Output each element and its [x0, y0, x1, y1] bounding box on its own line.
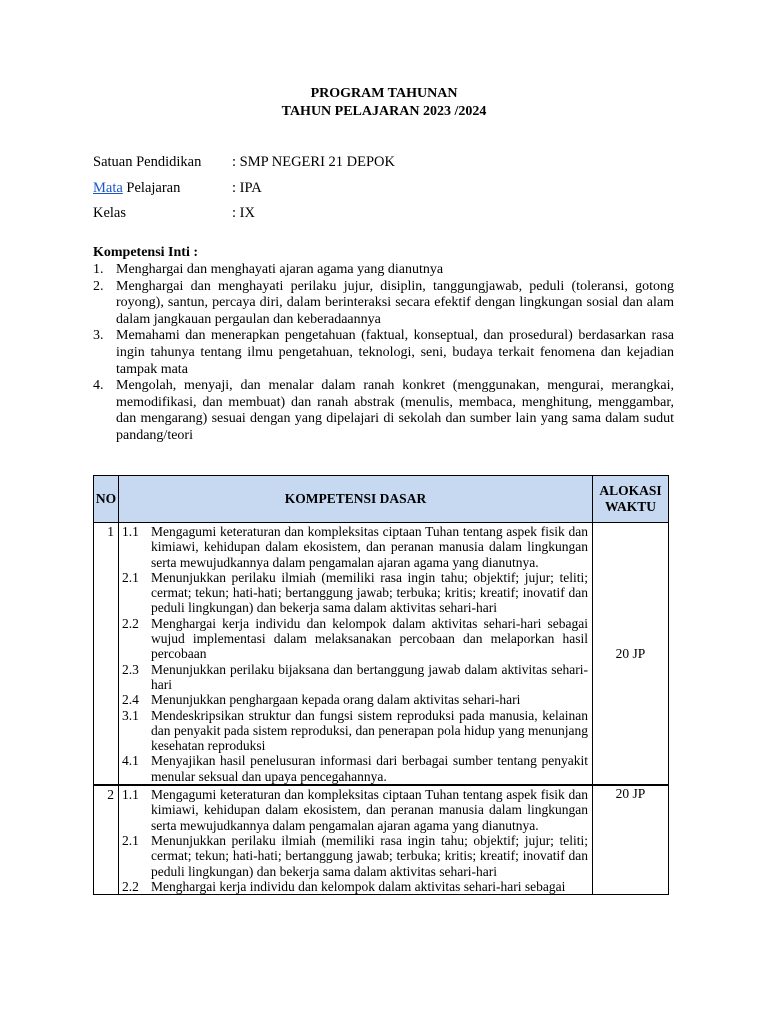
kd-item	[122, 616, 588, 662]
mapel-label-rest: Pelajaran	[122, 180, 181, 196]
kd-item	[122, 833, 588, 879]
header-waktu-line2: WAKTU	[604, 499, 656, 514]
kd-text: Menunjukkan perilaku bijaksana dan bertanggung jawab dalam aktivitas sehari-hari	[151, 661, 588, 692]
ki-number: 3.	[93, 328, 104, 344]
mata-link[interactable]: Mata	[93, 180, 123, 196]
kd-item	[122, 879, 588, 894]
row-number: 2	[94, 785, 119, 895]
kd-item	[122, 570, 588, 616]
header-kompetensi-dasar: KOMPETENSI DASAR	[119, 476, 593, 523]
header-no: NO	[94, 476, 119, 523]
kd-item	[122, 662, 588, 693]
ki-number: 1.	[93, 262, 104, 277]
kd-code: 2.3	[122, 661, 139, 677]
kompetensi-inti-heading: Kompetensi Inti :	[93, 245, 198, 260]
kd-item	[122, 753, 588, 784]
satuan-value: : SMP NEGERI 21 DEPOK	[232, 154, 396, 170]
header-waktu-line1: ALOKASI	[599, 483, 662, 498]
ki-text: Menghargai dan menghayati perilaku jujur, disiplin, tanggungjawab, peduli (toleransi, gotong royong), santun, percaya diri, dalam berinteraksi secara efektif dengan lingkungan sosial dan alam dalam jangkauan pergaulan dan keberadaannya	[116, 278, 674, 327]
kd-cell	[119, 523, 593, 786]
table-row	[94, 785, 669, 895]
kelas-label: Kelas	[93, 205, 127, 221]
kd-text: Mendeskripsikan struktur dan fungsi sistem reproduksi pada manusia, kelainan dan penyakit pada sistem reproduksi, dan penerapan pola hidup yang menunjang kesehatan reproduksi	[151, 707, 588, 754]
document-subtitle: TAHUN PELAJARAN 2023 /2024	[281, 104, 487, 119]
ki-number: 2.	[93, 278, 104, 294]
ki-text: Memahami dan menerapkan pengetahuan (faktual, konseptual, dan prosedural) berdasarkan rasa ingin tahunya tentang ilmu pengetahuan, teknologi, seni, budaya terkait fenomena dan kejadian tampak mata	[116, 328, 674, 377]
kd-item	[122, 787, 588, 833]
alokasi-waktu-cell: 20 JP	[593, 523, 669, 786]
kd-code: 2.2	[122, 878, 139, 894]
kd-item	[122, 524, 588, 570]
ki-item	[93, 328, 674, 378]
table-row	[94, 523, 669, 786]
ki-number: 4.	[93, 378, 104, 394]
kd-item	[122, 692, 588, 707]
kd-cell	[119, 785, 593, 895]
table-header-row	[94, 476, 669, 523]
kd-code: 1.1	[122, 787, 139, 803]
kd-code: 1.1	[122, 524, 139, 539]
ki-text: Mengolah, menyaji, dan menalar dalam ranah konkret (menggunakan, mengurai, merangkai, memodifikasi, dan membuat) dan ranah abstrak (menulis, membaca, menghitung, menggambar, dan mengarang) sesuai dengan yang dipelajari di sekolah dan sumber lain yang sama dalam sudut pandang/teori	[116, 378, 674, 443]
kd-text: Menyajikan hasil penelusuran informasi dari berbagai sumber tentang penyakit menular seksual dan upaya pencegahannya.	[151, 753, 588, 784]
kelas-value: : IX	[232, 205, 255, 221]
kd-text: Mengagumi keteraturan dan kompleksitas ciptaan Tuhan tentang aspek fisik dan kimiawi, kehidupan dalam ekosistem, dan peranan manusia dalam lingkungan serta mewujudkannya dalam pengamalan ajaran agama yang dianutnya.	[151, 524, 588, 570]
kd-text: Mengagumi keteraturan dan kompleksitas ciptaan Tuhan tentang aspek fisik dan kimiawi, kehidupan dalam ekosistem, dan peranan manusia dalam lingkungan serta mewujudkannya dalam pengamalan ajaran agama yang dianutnya.	[151, 787, 588, 833]
kompetensi-dasar-table	[93, 475, 669, 895]
kd-item	[122, 708, 588, 754]
row-number: 1	[94, 523, 119, 786]
kd-text: Menunjukkan penghargaan kepada orang dalam aktivitas sehari-hari	[151, 692, 521, 708]
header-alokasi-waktu	[593, 476, 669, 523]
kd-code: 2.1	[122, 832, 139, 848]
kd-text: Menghargai kerja individu dan kelompok dalam aktivitas sehari-hari sebagai wujud implementasi dalam melaksanakan percobaan dan melaporkan hasil percobaan	[151, 615, 588, 662]
document-title: PROGRAM TAHUNAN	[310, 86, 458, 101]
alokasi-waktu-cell: 20 JP	[593, 785, 669, 895]
kd-code: 2.4	[122, 692, 139, 708]
kd-text: Menunjukkan perilaku ilmiah (memiliki rasa ingin tahu; objektif; jujur; teliti; cermat; tekun; hati-hati; bertanggung jawab; terbuka; kritis; kreatif; inovatif dan peduli lingkungan) dan bekerja sama dalam aktivitas sehari-hari	[151, 569, 588, 616]
ki-item	[93, 279, 674, 329]
mapel-label	[93, 180, 180, 197]
mapel-value: : IPA	[232, 180, 262, 196]
ki-item	[93, 378, 674, 444]
kd-text: Menunjukkan perilaku ilmiah (memiliki rasa ingin tahu; objektif; jujur; teliti; cermat; tekun; hati-hati; bertanggung jawab; terbuka; kritis; kreatif; inovatif dan peduli lingkungan) dan bekerja sama dalam aktivitas sehari-hari	[151, 832, 588, 879]
satuan-label: Satuan Pendidikan	[93, 154, 202, 170]
ki-item	[93, 262, 674, 279]
ki-text: Menghargai dan menghayati ajaran agama yang dianutnya	[116, 262, 444, 277]
kompetensi-inti-list	[93, 262, 674, 445]
kd-code: 4.1	[122, 753, 139, 769]
kd-code: 2.1	[122, 569, 139, 585]
kd-code: 3.1	[122, 707, 139, 723]
kd-code: 2.2	[122, 615, 139, 631]
kd-text: Menghargai kerja individu dan kelompok dalam aktivitas sehari-hari sebagai	[151, 878, 566, 894]
